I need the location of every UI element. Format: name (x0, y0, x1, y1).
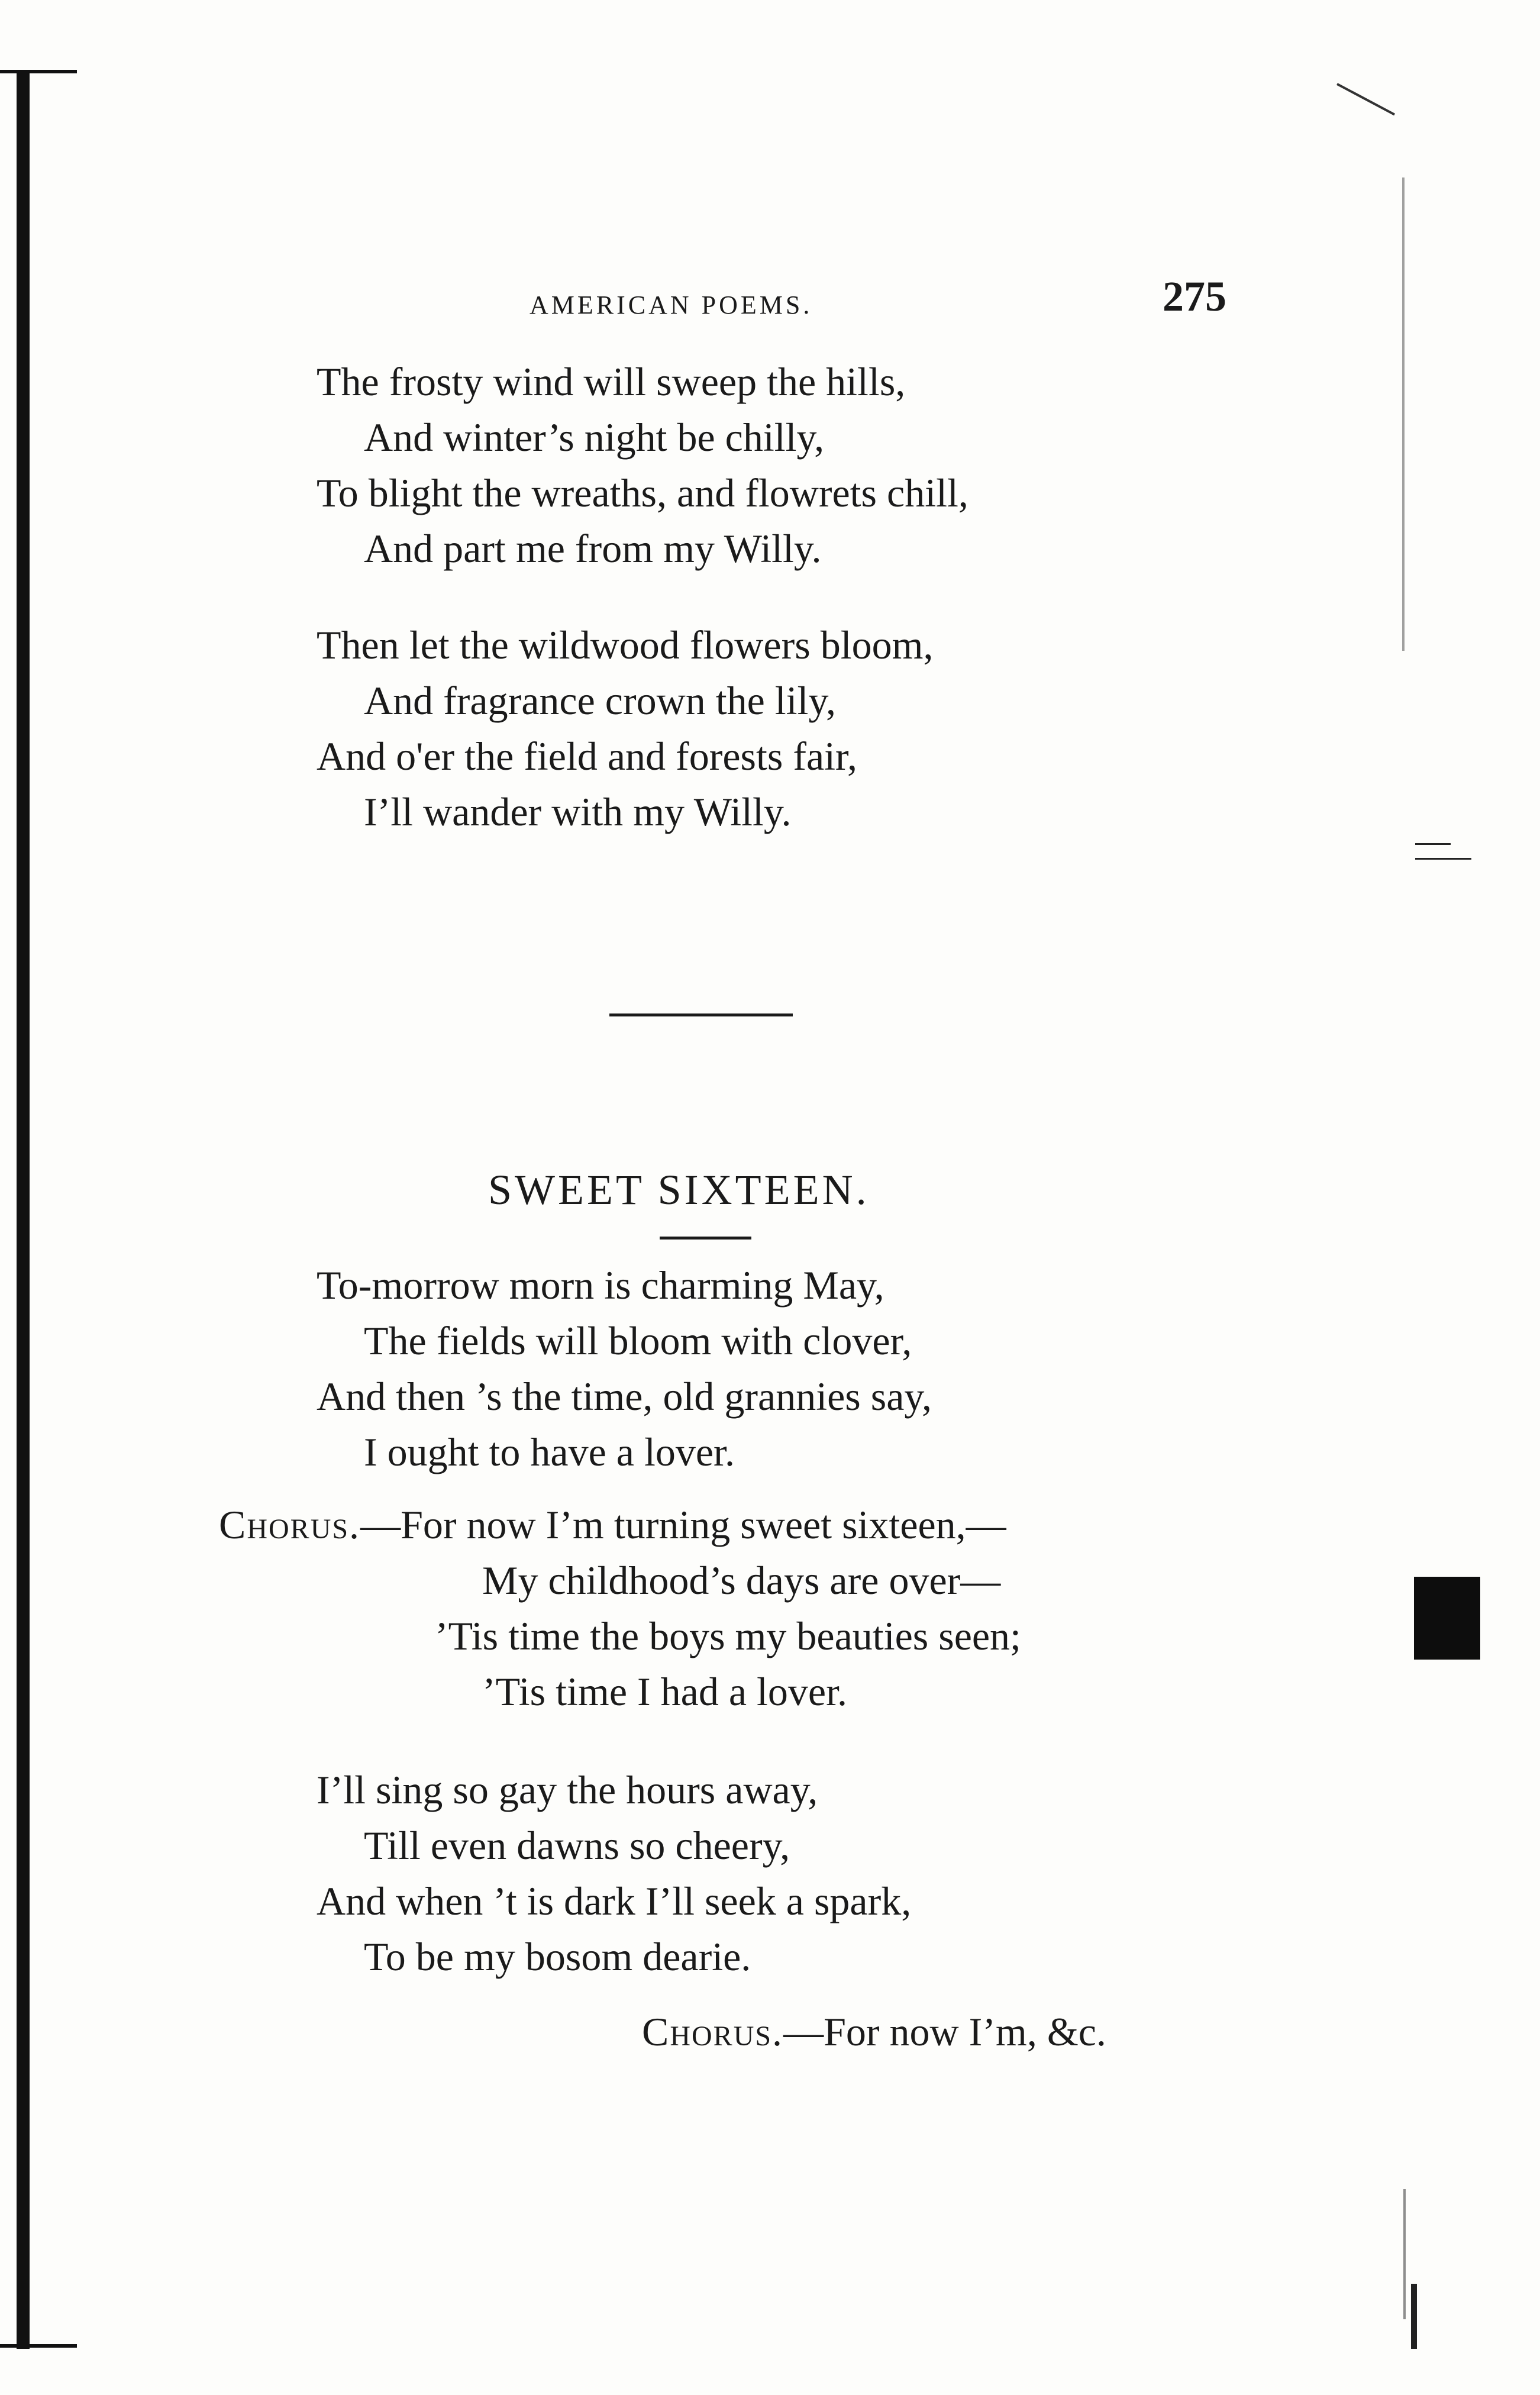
verse-line: I ought to have a lover. (364, 1429, 735, 1474)
chorus-line: ’Tis time I had a lover. (482, 1669, 847, 1714)
scan-artifact-edge (1402, 177, 1405, 651)
verse-line: To be my bosom dearie. (364, 1934, 751, 1979)
verse-line: And o'er the field and forests fair, (317, 734, 857, 779)
verse-line: The frosty wind will sweep the hills, (317, 359, 906, 404)
scan-artifact-edge (1403, 2189, 1406, 2319)
verse-line: And part me from my Willy. (364, 526, 822, 571)
poem-title: SWEET SIXTEEN. (488, 1166, 870, 1213)
poem-one-stanza-2 (317, 617, 933, 840)
poem-two-stanza-1 (317, 1257, 932, 1480)
binding-edge (17, 71, 30, 2349)
chorus-ref-text: —For now I’m, &c. (783, 2009, 1106, 2054)
chorus-line (219, 1497, 1021, 1552)
verse-line: And when ’t is dark I’ll seek a spark, (317, 1878, 912, 1923)
chorus-label: Chorus. (642, 2009, 784, 2054)
chorus-label: Chorus. (219, 1502, 361, 1547)
verse-line: And fragrance crown the lily, (364, 678, 837, 723)
scan-artifact-block (1414, 1577, 1480, 1660)
poem-two-stanza-2 (317, 1762, 911, 1984)
verse-line: Then let the wildwood flowers bloom, (317, 622, 934, 667)
chorus (219, 1497, 1021, 1719)
chorus-line: ’Tis time the boys my beauties seen; (435, 1613, 1021, 1658)
chorus-text: —For now I’m turning sweet sixteen,— (360, 1502, 1006, 1547)
verse-line: I’ll sing so gay the hours away, (317, 1767, 818, 1812)
chorus-reference (642, 2009, 1106, 2055)
chorus-line: My childhood’s days are over— (482, 1558, 1001, 1603)
verse-line: To blight the wreaths, and flowrets chill, (317, 470, 968, 515)
title-rule (660, 1237, 751, 1240)
verse-line: I’ll wander with my Willy. (364, 789, 792, 834)
scan-artifact-dash (1415, 843, 1451, 845)
section-divider (609, 1013, 793, 1016)
scan-artifact-mark (1336, 83, 1395, 115)
verse-line: To-morrow morn is charming May, (317, 1263, 884, 1308)
page-number: 275 (1163, 273, 1226, 320)
verse-line: And then ’s the time, old grannies say, (317, 1374, 932, 1419)
verse-line: The fields will bloom with clover, (364, 1318, 912, 1363)
verse-line: And winter’s night be chilly, (364, 415, 825, 460)
running-head: AMERICAN POEMS. (530, 291, 813, 319)
binding-edge-bottom (0, 2344, 77, 2348)
scan-artifact-edge (1411, 2284, 1417, 2349)
poem-one-stanza-1 (317, 354, 968, 576)
binding-edge-top (0, 70, 77, 73)
verse-line: Till even dawns so cheery, (364, 1823, 790, 1868)
scan-artifact-dash (1415, 858, 1471, 860)
